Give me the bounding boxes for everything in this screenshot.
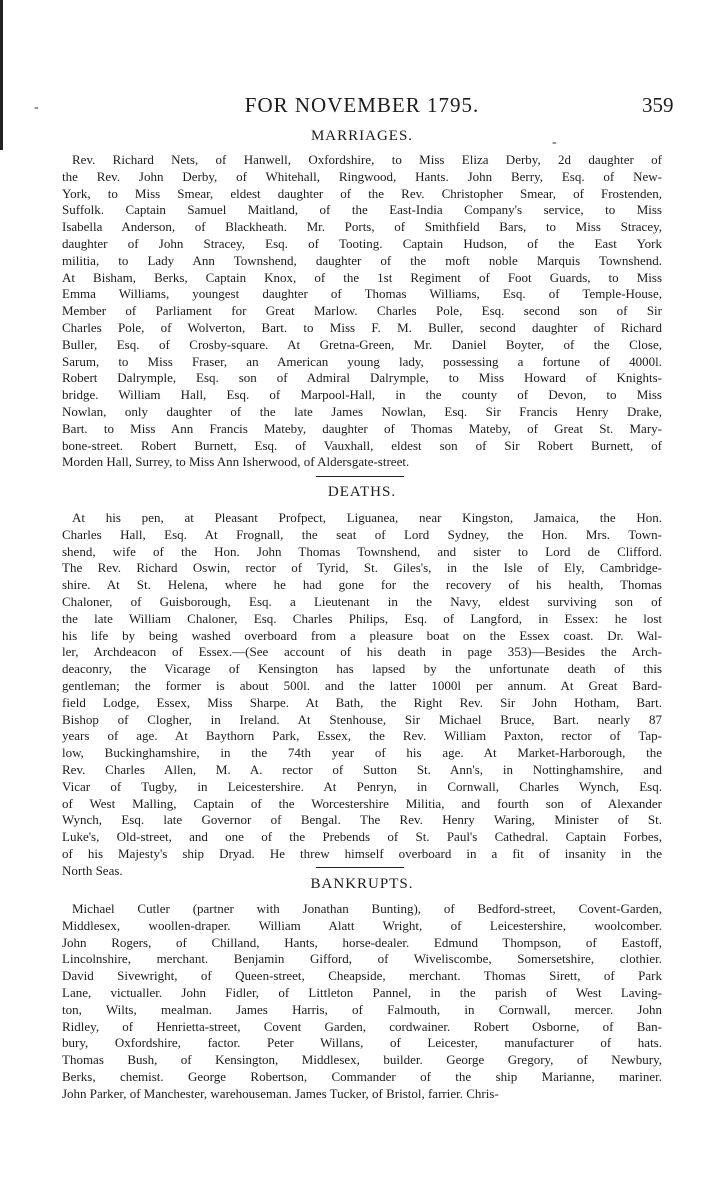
text-line: John Rogers, of Chilland, Hants, horse-dealer. Edmund Thompson, of Eastoff, — [62, 934, 662, 950]
bankrupts-text — [62, 901, 662, 1103]
text-line: Wynch, Esq. late Governor of Bengal. The Rev. Henry Waring, Minister of St. — [62, 812, 662, 828]
text-line: Emma Williams, youngest daughter of Thomas Williams, Esq. of Temple-House, — [62, 286, 662, 302]
marriages-text — [62, 152, 662, 471]
text-line: the late William Chaloner, Esq. Charles Philips, Esq. of Langford, in Essex: he lost — [62, 610, 662, 626]
text-line: Berks, chemist. George Robertson, Commander of the ship Marianne, mariner. — [62, 1068, 662, 1084]
text-line: Robert Dalrymple, Esq. son of Admiral Dalrymple, to Miss Howard of Knights- — [62, 370, 662, 386]
text-line: his life by being washed overboard from a pleasure boat on the Essex coast. Dr. Wal- — [62, 627, 662, 643]
text-line: North Seas. — [62, 862, 123, 878]
text-line: low, Buckinghamshire, in the 74th year of his age. At Market-Harborough, the — [62, 745, 662, 761]
margin-mark: - — [552, 135, 557, 150]
text-line: Nowlan, only daughter of the late James Nowlan, Esq. Sir Francis Henry Drake, — [62, 403, 662, 419]
section-divider — [316, 867, 404, 868]
text-line: ton, Wilts, mealman. James Harris, of Falmouth, in Cornwall, mercer. John — [62, 1001, 662, 1017]
text-line: Sarum, to Miss Fraser, an American young lady, possessing a fortune of 4000l. — [62, 353, 662, 369]
bankrupts-heading: BANKRUPTS. — [310, 876, 414, 892]
text-line: Charles Hall, Esq. At Frognall, the seat of Lord Sydney, the Hon. Mrs. Town- — [62, 526, 662, 542]
text-line: Morden Hall, Surrey, to Miss Ann Isherwood, of Aldersgate-street. — [62, 454, 410, 470]
text-line: Isabella Anderson, of Blackheath. Mr. Ports, of Smithfield Bars, to Miss Stracey, — [62, 219, 662, 235]
page-number: 359 — [642, 93, 674, 117]
text-line: Michael Cutler (partner with Jonathan Bunting), of Bedford-street, Covent-Garden, — [72, 901, 662, 916]
text-line: Charles Pole, of Wolverton, Bart. to Miss F. M. Buller, second daughter of Richard — [62, 319, 662, 335]
text-line: field Lodge, Essex, Miss Sharpe. At Bath, the Right Rev. Sir John Hotham, Bart. — [62, 694, 662, 710]
text-line: bone-street. Robert Burnett, Esq. of Vauxhall, eldest son of Sir Robert Burnett, of — [62, 437, 662, 453]
text-line: John Parker, of Manchester, warehouseman. James Tucker, of Bristol, farrier. Chris- — [62, 1085, 499, 1101]
text-line: Bishop of Clogher, in Ireland. At Stenhouse, Sir Michael Bruce, Bart. nearly 87 — [62, 711, 662, 727]
text-line: shire. At St. Helena, where he had gone for the recovery of his health, Thomas — [62, 577, 662, 593]
marriages-heading: MARRIAGES. — [310, 128, 414, 144]
text-line: Suffolk. Captain Samuel Maitland, of the East-India Company's service, to Miss — [62, 202, 662, 218]
section-divider — [316, 476, 404, 477]
text-line: At his pen, at Pleasant Profpect, Liguanea, near Kingston, Jamaica, the Hon. — [72, 510, 662, 525]
text-line: Bart. to Miss Ann Francis Mateby, daughter of Thomas Mateby, of Great St. Mary- — [62, 420, 662, 436]
text-line: shend, wife of the Hon. John Thomas Townshend, and sister to Lord de Clifford. — [62, 543, 662, 559]
left-margin-rule — [0, 0, 3, 150]
deaths-heading: DEATHS. — [327, 484, 397, 500]
text-line: the Rev. John Derby, of Whitehall, Ringwood, Hants. John Berry, Esq. of New- — [62, 168, 662, 184]
text-line: Ridley, of Henrietta-street, Covent Garden, cordwainer. Robert Osborne, of Ban- — [62, 1018, 662, 1034]
text-line: gentleman; the former is about 500l. and the latter 1000l per annum. At Great Bard- — [62, 677, 662, 693]
text-line: daughter of John Stracey, Esq. of Tooting. Captain Hudson, of the East York — [62, 235, 662, 251]
text-line: Lane, victualler. John Fidler, of Littleton Pannel, in the parish of West Laving- — [62, 984, 662, 1000]
text-line: ler, Archdeacon of Essex.—(See account of his death in page 353)—Besides the Arch- — [62, 644, 662, 660]
text-line: of his Majesty's ship Dryad. He threw himself overboard in a fit of insanity in the — [62, 845, 662, 861]
text-line: The Rev. Richard Oswin, rector of Tyrid, St. Giles's, in the Isle of Ely, Cambridge- — [62, 560, 662, 576]
text-line: of West Malling, Captain of the Worcestershire Militia, and fourth son of Alexander — [62, 795, 662, 811]
text-line: Middlesex, woollen-draper. William Alatt Wright, of Leicestershire, woolcomber. — [62, 917, 662, 933]
text-line: Luke's, Old-street, and one of the Prebends of St. Paul's Cathedral. Captain Forbes, — [62, 829, 662, 845]
text-line: Buller, Esq. of Crosby-square. At Gretna-Green, Mr. Daniel Boyter, of the Close, — [62, 336, 662, 352]
text-line: At Bisham, Berks, Captain Knox, of the 1st Regiment of Foot Guards, to Miss — [62, 269, 662, 285]
margin-mark: - — [34, 100, 39, 115]
text-line: Vicar of Tugby, in Leicestershire. At Penryn, in Cornwall, Charles Wynch, Esq. — [62, 778, 662, 794]
text-line: deaconry, the Vicarage of Kensington has lapsed by the unfortunate death of this — [62, 661, 662, 677]
text-line: years of age. At Baythorn Park, Essex, the Rev. William Paxton, rector of Tap- — [62, 728, 662, 744]
text-line: York, to Miss Smear, eldest daughter of the Rev. Christopher Smear, of Frostenden, — [62, 185, 662, 201]
text-line: David Sivewright, of Queen-street, Cheapside, merchant. Thomas Sirett, of Park — [62, 968, 662, 984]
text-line: militia, to Lady Ann Townshend, daughter of the moft noble Marquis Townshend. — [62, 252, 662, 268]
text-line: Thomas Bush, of Kensington, Middlesex, builder. George Gregory, of Newbury, — [62, 1052, 662, 1068]
text-line: Member of Parliament for Great Marlow. Charles Pole, Esq. second son of Sir — [62, 303, 662, 319]
text-line: bury, Oxfordshire, factor. Peter Willans, of Leicester, manufacturer of hats. — [62, 1035, 662, 1051]
text-line: Rev. Richard Nets, of Hanwell, Oxfordshire, to Miss Eliza Derby, 2d daughter of — [72, 152, 662, 167]
text-line: Chaloner, of Guisborough, Esq. a Lieutenant in the Navy, eldest surviving son of — [62, 593, 662, 609]
deaths-text — [62, 510, 662, 880]
text-line: Lincolnshire, merchant. Benjamin Gifford, of Wiveliscombe, Somersetshire, clothier. — [62, 951, 662, 967]
text-line: bridge. William Hall, Esq. of Marpool-Hall, in the county of Devon, to Miss — [62, 387, 662, 403]
text-line: Rev. Charles Allen, M. A. rector of Sutton St. Ann's, in Nottinghamshire, and — [62, 761, 662, 777]
running-title: FOR NOVEMBER 1795. — [244, 93, 480, 117]
